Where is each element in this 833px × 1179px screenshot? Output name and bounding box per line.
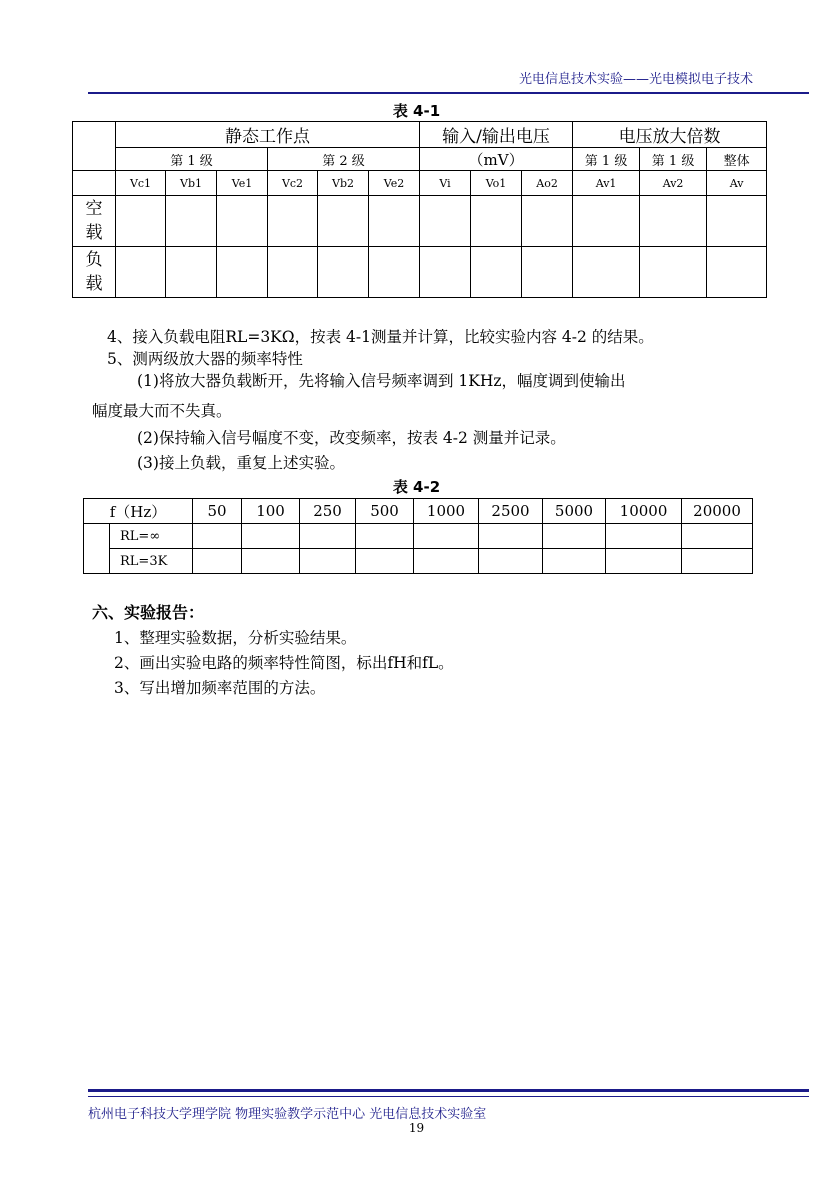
symbol-cell: Av [707, 171, 767, 196]
data-cell[interactable] [606, 549, 682, 574]
section-title-report: 六、实验报告： [92, 603, 205, 622]
data-cell[interactable] [682, 549, 753, 574]
data-cell[interactable] [573, 247, 640, 298]
data-cell[interactable] [300, 524, 356, 549]
data-cell[interactable] [116, 247, 166, 298]
frequency-cell: 50 [193, 499, 242, 524]
gain-stage1b-header: 第 1 级 [640, 148, 707, 171]
frequency-cell: 20000 [682, 499, 753, 524]
data-cell[interactable] [217, 247, 268, 298]
data-cell[interactable] [414, 524, 479, 549]
data-cell[interactable] [640, 196, 707, 247]
paragraph-step5: 5、测两级放大器的频率特性 [107, 350, 303, 368]
table2-caption: 表 4-2 [392, 478, 441, 496]
frequency-cell: 250 [300, 499, 356, 524]
symbol-cell: Vb1 [166, 171, 217, 196]
symbol-cell: Vc1 [116, 171, 166, 196]
frequency-header-label: f（Hz） [84, 499, 193, 524]
data-cell[interactable] [356, 524, 414, 549]
data-cell[interactable] [707, 247, 767, 298]
data-cell[interactable] [369, 196, 420, 247]
row-label-rl-3k: RL=3K [110, 549, 193, 574]
report-item: 3、写出增加频率范围的方法。 [114, 679, 326, 697]
footer-rule-thin [88, 1096, 809, 1097]
gain-stage1-header: 第 1 级 [573, 148, 640, 171]
frequency-cell: 500 [356, 499, 414, 524]
paragraph-step5-2: (2)保持输入信号幅度不变，改变频率，按表 4-2 测量并记录。 [137, 429, 566, 447]
footer-text: 杭州电子科技大学理学院 物理实验教学示范中心 光电信息技术实验室 [88, 1107, 487, 1122]
data-cell[interactable] [193, 524, 242, 549]
blank-cell [84, 524, 110, 574]
header-rule [88, 92, 809, 94]
symbol-cell: Vi [420, 171, 471, 196]
table-4-2 [83, 498, 753, 574]
data-cell[interactable] [522, 247, 573, 298]
table-4-1 [72, 121, 767, 298]
symbol-cell: Av2 [640, 171, 707, 196]
symbol-cell: Vo1 [471, 171, 522, 196]
data-cell[interactable] [356, 549, 414, 574]
data-cell[interactable] [471, 247, 522, 298]
symbol-cell: Ao2 [522, 171, 573, 196]
data-cell[interactable] [242, 524, 300, 549]
data-cell[interactable] [479, 524, 543, 549]
paragraph-step5-1: (1)将放大器负载断开，先将输入信号频率调到 1KHz，幅度调到使输出 [137, 372, 626, 390]
data-cell[interactable] [682, 524, 753, 549]
page-header: 光电信息技术实验——光电模拟电子技术 [518, 72, 753, 87]
frequency-cell: 10000 [606, 499, 682, 524]
report-item: 1、整理实验数据，分析实验结果。 [114, 629, 357, 647]
data-cell[interactable] [640, 247, 707, 298]
row-label-load: 负载 [73, 247, 116, 298]
paragraph-step5-3: (3)接上负载，重复上述实验。 [137, 454, 345, 472]
data-cell[interactable] [268, 196, 318, 247]
gain-total-header: 整体 [707, 148, 767, 171]
frequency-cell: 100 [242, 499, 300, 524]
frequency-cell: 5000 [543, 499, 606, 524]
page-number: 19 [408, 1121, 425, 1135]
symbol-cell: Ve2 [369, 171, 420, 196]
data-cell[interactable] [217, 196, 268, 247]
data-cell[interactable] [707, 196, 767, 247]
table-row [84, 524, 753, 549]
row-label-no-load: 空载 [73, 196, 116, 247]
data-cell[interactable] [268, 247, 318, 298]
data-cell[interactable] [242, 549, 300, 574]
frequency-cell: 1000 [414, 499, 479, 524]
table1-caption: 表 4-1 [392, 102, 441, 120]
symbol-cell: Vc2 [268, 171, 318, 196]
group-header-gain: 电压放大倍数 [573, 122, 767, 148]
data-cell[interactable] [543, 549, 606, 574]
data-cell[interactable] [420, 247, 471, 298]
stage2-header: 第 2 级 [268, 148, 420, 171]
data-cell[interactable] [606, 524, 682, 549]
paragraph-step4: 4、接入负载电阻RL=3KΩ，按表 4-1测量并计算，比较实验内容 4-2 的结果。 [107, 328, 654, 346]
data-cell[interactable] [116, 196, 166, 247]
data-cell[interactable] [318, 196, 369, 247]
table-row [73, 247, 767, 298]
group-header-io-voltage: 输入/输出电压 [420, 122, 573, 148]
footer-rule [88, 1089, 809, 1092]
report-item: 2、画出实验电路的频率特性简图，标出fH和fL。 [114, 654, 454, 672]
data-cell[interactable] [522, 196, 573, 247]
frequency-cell: 2500 [479, 499, 543, 524]
data-cell[interactable] [318, 247, 369, 298]
corner-cell [73, 122, 116, 171]
group-header-static: 静态工作点 [116, 122, 420, 148]
symbol-cell: Vb2 [318, 171, 369, 196]
data-cell[interactable] [414, 549, 479, 574]
row-label-rl-infinite: RL=∞ [110, 524, 193, 549]
data-cell[interactable] [300, 549, 356, 574]
data-cell[interactable] [166, 196, 217, 247]
table-row [73, 196, 767, 247]
symbol-cell: Ve1 [217, 171, 268, 196]
paragraph-step5-1-cont: 幅度最大而不失真。 [92, 402, 232, 420]
data-cell[interactable] [369, 247, 420, 298]
data-cell[interactable] [479, 549, 543, 574]
symbol-corner [73, 171, 116, 196]
data-cell[interactable] [166, 247, 217, 298]
table-row [84, 549, 753, 574]
mv-unit-header: （mV） [420, 148, 573, 171]
data-cell[interactable] [471, 196, 522, 247]
symbol-cell: Av1 [573, 171, 640, 196]
data-cell[interactable] [193, 549, 242, 574]
data-cell[interactable] [543, 524, 606, 549]
data-cell[interactable] [573, 196, 640, 247]
data-cell[interactable] [420, 196, 471, 247]
stage1-header: 第 1 级 [116, 148, 268, 171]
